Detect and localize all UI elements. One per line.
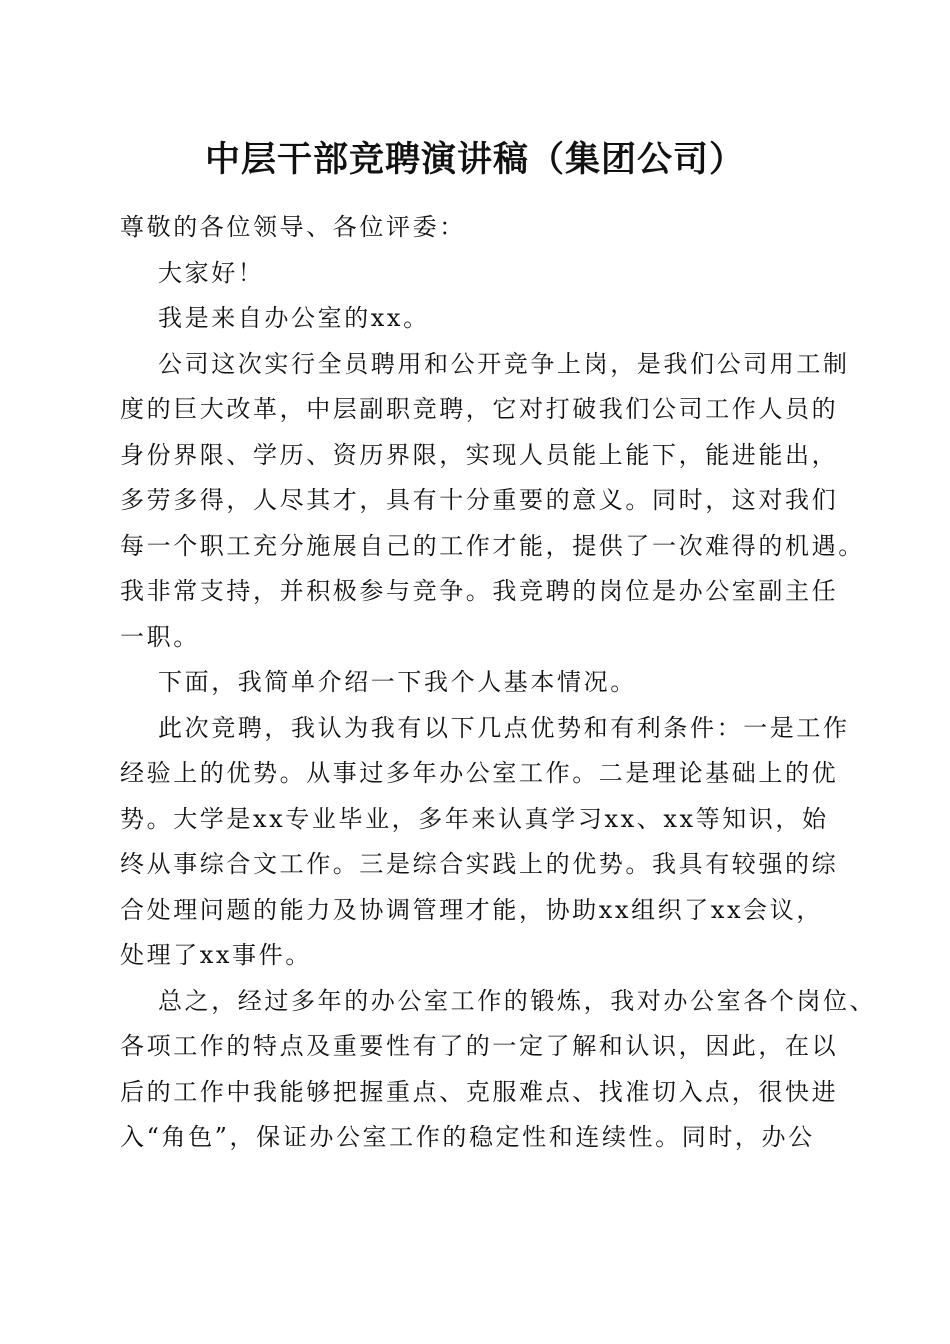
paragraph-1-line-4: 多劳多得，人尽其才，具有十分重要的意义。同时，这对我们 [120,486,839,514]
paragraph-4-line-3: 后的工作中我能够把握重点、克服难点、找准切入点，很快进 [120,1077,839,1106]
paragraph-1-line-6: 我非常支持，并积极参与竞争。我竞聘的岗位是办公室副主任 [120,577,839,605]
intro-line: 我是来自办公室的xx。 [158,304,430,332]
paragraph-1-line-3: 身份界限、学历、资历界限，实现人员能上能下，能进能出， [120,440,839,469]
paragraph-1-line-5: 每一个职工充分施展自己的工作才能，提供了一次难得的机遇。 [120,531,865,560]
paragraph-3-line-1: 此次竞聘，我认为我有以下几点优势和有利条件：一是工作 [158,713,850,742]
paragraph-3-line-4: 终从事综合文工作。三是综合实践上的优势。我具有较强的综 [120,850,839,878]
paragraph-4-line-2: 各项工作的特点及重要性有了的一定了解和认识，因此，在以 [120,1032,839,1060]
paragraph-3-line-3: 势。大学是xx专业毕业，多年来认真学习xx、xx等知识，始 [120,804,829,833]
paragraph-3-line-2: 经验上的优势。从事过多年办公室工作。二是理论基础上的优 [120,759,839,787]
paragraph-4-line-4: 入“角色”，保证办公室工作的稳定性和连续性。同时，办公 [120,1123,815,1151]
greeting-line: 大家好！ [158,258,265,287]
document-title: 中层干部竞聘演讲稿（集团公司） [204,140,745,180]
paragraph-2-line-1: 下面，我简单介绍一下我个人基本情况。 [158,668,637,696]
document-body [120,205,877,1161]
paragraph-1-line-2: 度的巨大改革，中层副职竞聘，它对打破我们公司工作人员的 [120,395,839,423]
paragraph-1-line-7: 一职。 [120,622,200,651]
paragraph-3-line-6: 处理了xx事件。 [120,941,312,969]
paragraph-1-line-1: 公司这次实行全员聘用和公开竞争上岗，是我们公司用工制 [158,349,850,378]
salutation-line: 尊敬的各位领导、各位评委： [120,213,466,241]
paragraph-4-line-1: 总之，经过多年的办公室工作的锻炼，我对办公室各个岗位、 [158,986,877,1015]
paragraph-3-line-5: 合处理问题的能力及协调管理才能，协助xx组织了xx会议， [120,895,823,924]
